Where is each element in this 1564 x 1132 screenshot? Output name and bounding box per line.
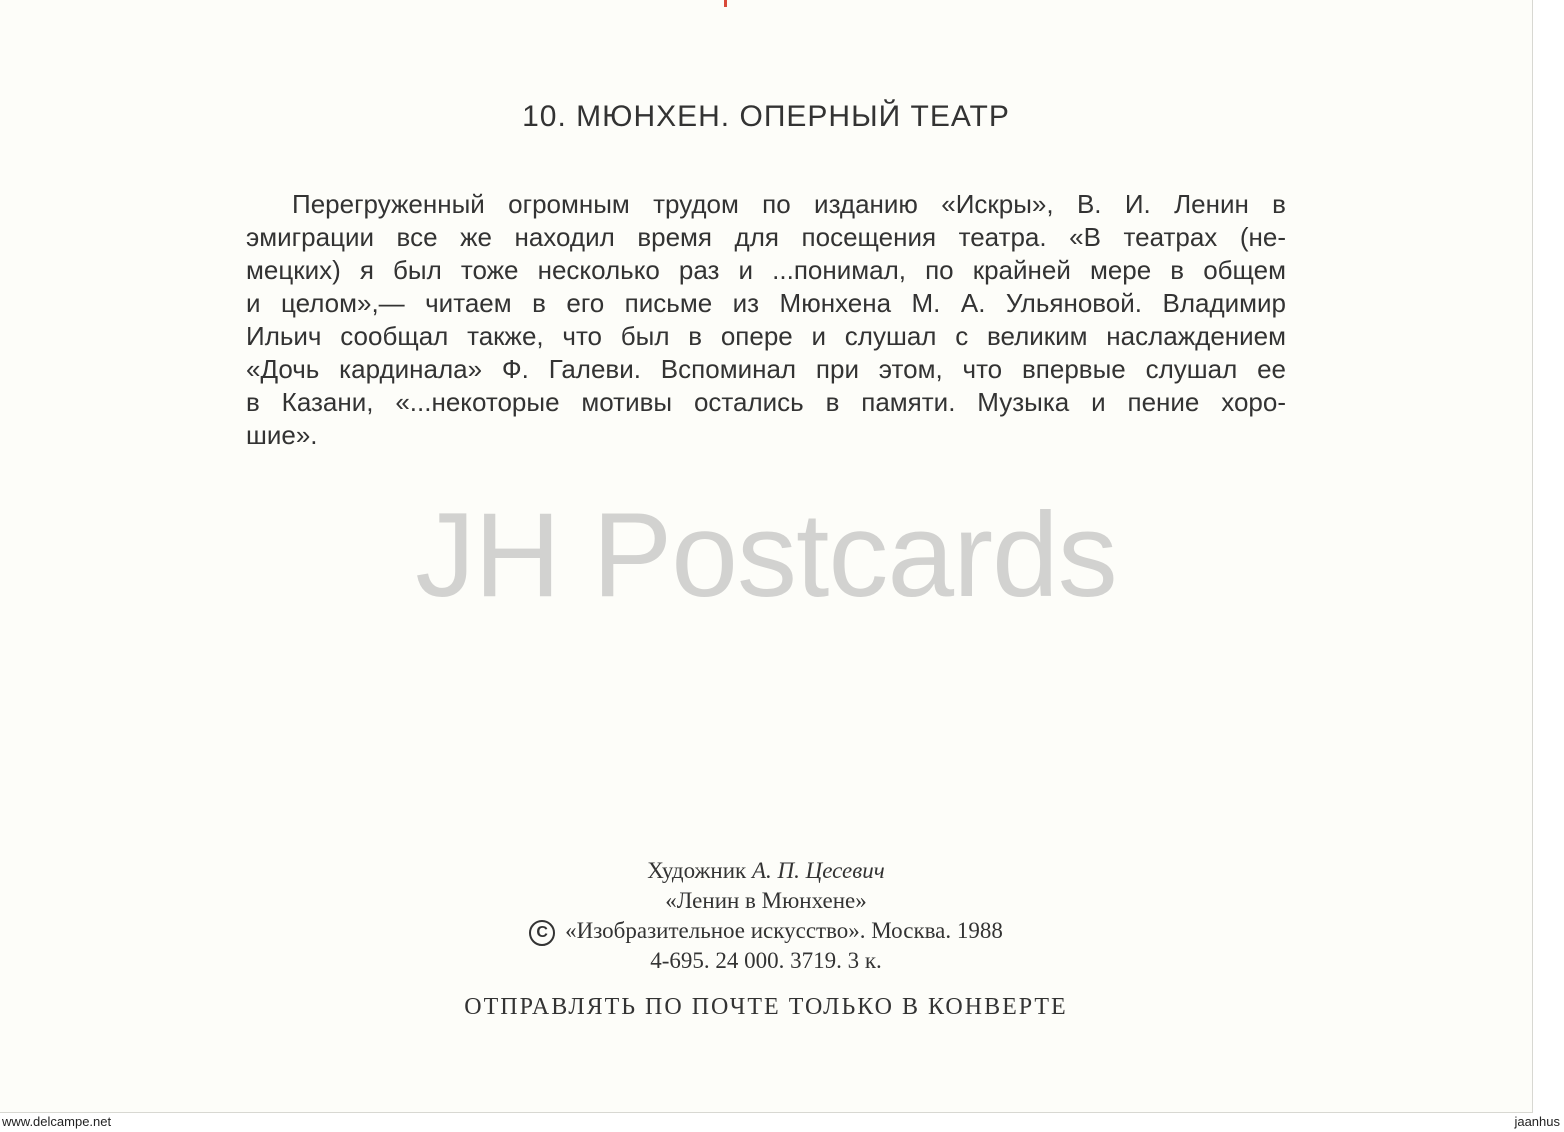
copyright-icon: C (529, 920, 555, 946)
description-text (246, 188, 1286, 452)
print-code: 4-695. 24 000. 3719. 3 к. (650, 948, 882, 973)
description-line: и целом»,— читаем в его письме из Мюнхена М. А. Ульяновой. Владимир (246, 288, 1286, 318)
description-line: «Дочь кардинала» Ф. Галеви. Вспоминал при этом, что впервые слушал ее (246, 354, 1286, 384)
card-title: 10. МЮНХЕН. ОПЕРНЫЙ ТЕАТР (522, 100, 1010, 133)
watermark: JH Postcards (415, 488, 1117, 622)
description-line: шие». (246, 420, 318, 450)
footer-seller: jaanhus (1514, 1114, 1560, 1129)
artist-label: Художник (647, 858, 747, 883)
description-line: мецких) я был тоже несколько раз и ...понимал, по крайней мере в общем (246, 255, 1286, 285)
description-line: эмиграции все же находил время для посещения театра. «В театрах (не- (246, 222, 1286, 252)
imprint-block (0, 856, 1532, 976)
publisher-line (0, 916, 1532, 946)
artist-credit (0, 856, 1532, 886)
publisher-text: «Изобразительное искусство». Москва. 1988 (565, 918, 1003, 943)
description-line: в Казани, «...некоторые мотивы остались в памяти. Музыка и пение хоро- (246, 387, 1286, 417)
footer-site-link[interactable]: www.delcampe.net (2, 1114, 112, 1129)
artist-name: А. П. Цесевич (751, 858, 885, 883)
series-title: «Ленин в Мюнхене» (665, 888, 867, 913)
red-mark (724, 0, 727, 7)
mail-instruction: ОТПРАВЛЯТЬ ПО ПОЧТЕ ТОЛЬКО В КОНВЕРТЕ (464, 994, 1068, 1020)
footer-bar (0, 1113, 1564, 1132)
description-line: Ильич сообщал также, что был в опере и слушал с великим наслаждением (246, 321, 1286, 351)
description-line: Перегруженный огромным трудом по изданию «Искры», В. И. Ленин в (292, 189, 1286, 219)
